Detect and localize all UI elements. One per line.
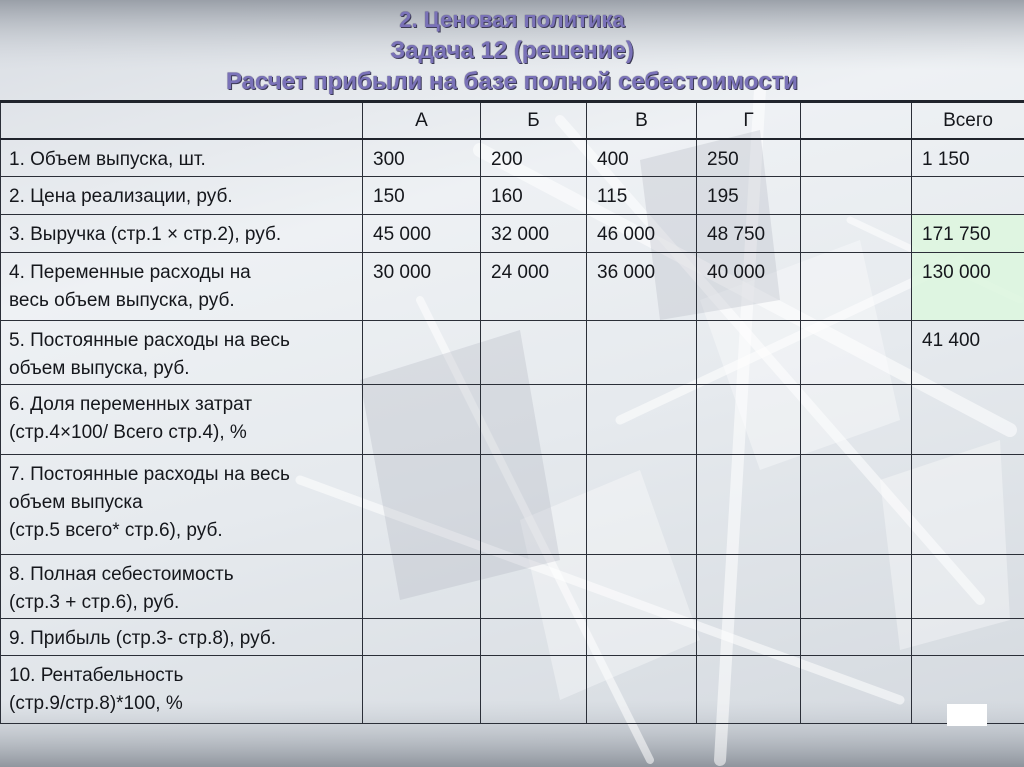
total-cell: 130 000 [912, 253, 1024, 321]
row-label-line: (стр.9/стр.8)*100, % [9, 693, 183, 714]
value-cell [363, 385, 481, 455]
row-label-line: 9. Прибыль (стр.3- стр.8), руб. [9, 628, 277, 649]
value-cell: 48 750 [697, 215, 801, 253]
value-cell [363, 455, 481, 555]
title-subject: Расчет прибыли на базе полной себестоимости [225, 68, 799, 95]
value-cell [697, 385, 801, 455]
table-row [1, 455, 1024, 555]
table-row [1, 656, 1024, 724]
row-label-line: (стр.4×100/ Всего стр.4), % [9, 422, 247, 443]
row-label-line: 10. Рентабельность [9, 665, 184, 686]
row-label [1, 253, 363, 321]
row-label [1, 656, 363, 724]
table-row [1, 555, 1024, 619]
value-cell: 45 000 [363, 215, 481, 253]
value-cell: 195 [697, 177, 801, 215]
value-cell: 40 000 [697, 253, 801, 321]
row-label-line: 8. Полная себестоимость [9, 564, 234, 585]
value-cell [587, 385, 697, 455]
value-cell [697, 619, 801, 656]
value-cell [363, 321, 481, 385]
value-cell [697, 455, 801, 555]
value-cell [363, 555, 481, 619]
table-row [1, 253, 1024, 321]
title-section: 2. Ценовая политика [399, 7, 625, 32]
total-cell: 171 750 [912, 215, 1024, 253]
row-label-line: (стр.5 всего* стр.6), руб. [9, 520, 223, 541]
row-label [1, 385, 363, 455]
column-header [801, 102, 912, 139]
column-header: Всего [912, 102, 1024, 139]
row-label [1, 555, 363, 619]
value-cell [481, 656, 587, 724]
row-label-line: 3. Выручка (стр.1 × стр.2), руб. [9, 224, 282, 245]
table-row [1, 619, 1024, 656]
total-cell: 1 150 [912, 139, 1024, 177]
column-header: Б [481, 102, 587, 139]
row-label [1, 215, 363, 253]
empty-cell [801, 619, 912, 656]
total-cell [912, 177, 1024, 215]
value-cell [481, 619, 587, 656]
value-cell [481, 555, 587, 619]
value-cell [587, 555, 697, 619]
profit-calculation-table [0, 100, 1024, 724]
corner-white-box [947, 704, 987, 726]
value-cell [481, 455, 587, 555]
total-cell: 41 400 [912, 321, 1024, 385]
row-label [1, 177, 363, 215]
empty-cell [801, 555, 912, 619]
row-label-line: 6. Доля переменных затрат [9, 394, 253, 415]
value-cell [697, 656, 801, 724]
empty-cell [801, 656, 912, 724]
column-header: А [363, 102, 481, 139]
total-cell [912, 455, 1024, 555]
column-header: Г [697, 102, 801, 139]
value-cell: 46 000 [587, 215, 697, 253]
value-cell: 150 [363, 177, 481, 215]
value-cell: 30 000 [363, 253, 481, 321]
value-cell: 32 000 [481, 215, 587, 253]
total-cell [912, 385, 1024, 455]
empty-cell [801, 321, 912, 385]
table-row [1, 177, 1024, 215]
empty-cell [801, 177, 912, 215]
empty-cell [801, 385, 912, 455]
value-cell [363, 656, 481, 724]
value-cell [363, 619, 481, 656]
row-label [1, 455, 363, 555]
row-label-line: объем выпуска [9, 492, 143, 513]
column-header [1, 102, 363, 139]
row-label-line: 2. Цена реализации, руб. [9, 186, 233, 207]
table-row [1, 385, 1024, 455]
row-label-line: (стр.3 + стр.6), руб. [9, 592, 180, 613]
row-label [1, 321, 363, 385]
table-row [1, 139, 1024, 177]
value-cell [697, 321, 801, 385]
empty-cell [801, 215, 912, 253]
column-header: В [587, 102, 697, 139]
row-label-line: 5. Постоянные расходы на весь [9, 330, 290, 351]
value-cell [587, 619, 697, 656]
empty-cell [801, 455, 912, 555]
total-cell [912, 555, 1024, 619]
table-row [1, 215, 1024, 253]
row-label-line: 7. Постоянные расходы на весь [9, 464, 290, 485]
value-cell [697, 555, 801, 619]
value-cell: 300 [363, 139, 481, 177]
row-label-line: весь объем выпуска, руб. [9, 290, 235, 311]
slide-title [0, 4, 1024, 97]
row-label [1, 619, 363, 656]
value-cell [481, 321, 587, 385]
title-task: Задача 12 (решение) [390, 37, 634, 64]
value-cell [481, 385, 587, 455]
total-cell [912, 619, 1024, 656]
value-cell: 250 [697, 139, 801, 177]
value-cell: 200 [481, 139, 587, 177]
value-cell: 115 [587, 177, 697, 215]
table-row [1, 321, 1024, 385]
value-cell [587, 455, 697, 555]
row-label-line: 1. Объем выпуска, шт. [9, 148, 206, 170]
value-cell: 160 [481, 177, 587, 215]
row-label-line: объем выпуска, руб. [9, 358, 190, 379]
value-cell: 400 [587, 139, 697, 177]
value-cell [587, 656, 697, 724]
empty-cell [801, 139, 912, 177]
table-header-row [1, 102, 1024, 139]
value-cell: 24 000 [481, 253, 587, 321]
empty-cell [801, 253, 912, 321]
row-label-line: 4. Переменные расходы на [9, 262, 251, 283]
value-cell: 36 000 [587, 253, 697, 321]
row-label [1, 139, 363, 177]
value-cell [587, 321, 697, 385]
